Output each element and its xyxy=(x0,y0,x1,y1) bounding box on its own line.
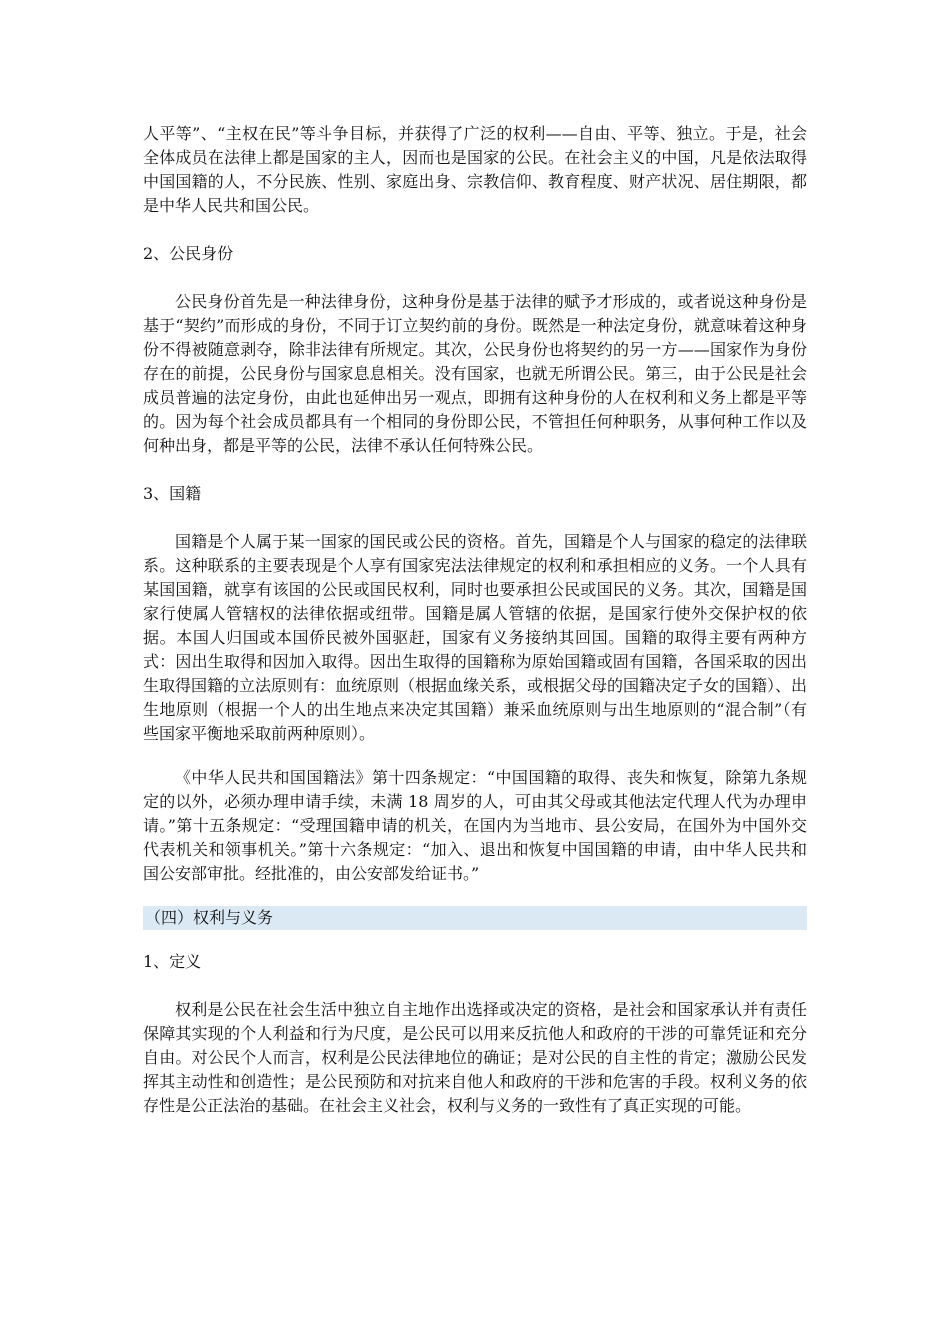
spacer xyxy=(143,746,807,766)
section-title-rights-and-duties: （四）权利与义务 xyxy=(143,906,807,930)
citizen-identity-paragraph: 公民身份首先是一种法律身份，这种身份是基于法律的赋予才形成的，或者说这种身份是基于“契约”而形成的身份，不同于订立契约前的身份。既然是一种法定身份，就意味着这种身份不得被随意剥夺，除非法律有所规定。其次，公民身份也将契约的另一方——国家作为身份存在的前提，公民身份与国家息息相关。没有国家，也就无所谓公民。第三，由于公民是社会成员普遍的法定身份，由此也延伸出另一观点，即拥有这种身份的人在权利和义务上都是平等的。因为每个社会成员都具有一个相同的身份即公民，不管担任何种职务，从事何种工作以及何种出身，都是平等的公民，法律不承认任何特殊公民。 xyxy=(143,292,807,455)
section-heading-citizen-identity: 2、公民身份 xyxy=(143,244,234,263)
spacer xyxy=(143,974,807,998)
definition-paragraph: 权利是公民在社会生活中独立自主地作出选择或决定的资格，是社会和国家承认并有责任保障其实现的个人利益和行为尺度，是公民可以用来反抗他人和政府的干涉的可靠凭证和充分自由。对公民个人而言，权利是公民法律地位的确证；是对公民的自主性的肯定；激励公民发挥其主动性和创造性；是公民预防和对抗来自他人和政府的干涉和危害的手段。权利义务的依存性是公正法治的基础。在社会主义社会，权利与义务的一致性有了真正实现的可能。 xyxy=(143,1000,807,1115)
intro-paragraph: 人平等”、“主权在民”等斗争目标，并获得了广泛的权利——自由、平等、独立。于是，社会全体成员在法律上都是国家的主人，因而也是国家的公民。在社会主义的中国，凡是依法取得中国国籍的人，不分民族、性别、家庭出身、宗教信仰、教育程度、财产状况、居住期限，都是中华人民共和国公民。 xyxy=(143,124,807,215)
spacer xyxy=(143,506,807,530)
spacer xyxy=(143,930,807,950)
spacer xyxy=(143,458,807,482)
spacer xyxy=(143,886,807,906)
spacer xyxy=(143,218,807,242)
section-heading-definition: 1、定义 xyxy=(143,952,202,971)
nationality-paragraph-1: 国籍是个人属于某一国家的国民或公民的资格。首先，国籍是个人与国家的稳定的法律联系。这种联系的主要表现是个人享有国家宪法法律规定的权利和承担相应的义务。一个人具有某国国籍，就享有该国的公民或国民权利，同时也要承担公民或国民的义务。其次，国籍是国家行使属人管辖权的法律依据或纽带。国籍是属人管辖的依据，是国家行使外交保护权的依据。本国人归国或本国侨民被外国驱赶，国家有义务接纳其回国。国籍的取得主要有两种方式：因出生取得和因加入取得。因出生取得的国籍称为原始国籍或固有国籍，各国采取的因出生取得国籍的立法原则有：血统原则（根据血缘关系，或根据父母的国籍决定子女的国籍）、出生地原则（根据一个人的出生地点来决定其国籍）兼采血统原则与出生地原则的“混合制”（有些国家平衡地采取前两种原则）。 xyxy=(143,532,808,743)
section-heading-nationality: 3、国籍 xyxy=(143,484,202,503)
nationality-paragraph-2: 《中华人民共和国国籍法》第十四条规定：“中国国籍的取得、丧失和恢复，除第九条规定的以外，必须办理申请手续，未满 18 周岁的人，可由其父母或其他法定代理人代为办理申请。”第十五条规定：“受理国籍申请的机关，在国内为当地市、县公安局，在国外为中国外交代表机关和领事机关。”第十六条规定：“加入、退出和恢复中国国籍的申请，由中华人民共和国公安部审批。经批准的，由公安部发给证书。” xyxy=(143,768,807,883)
spacer xyxy=(143,266,807,290)
